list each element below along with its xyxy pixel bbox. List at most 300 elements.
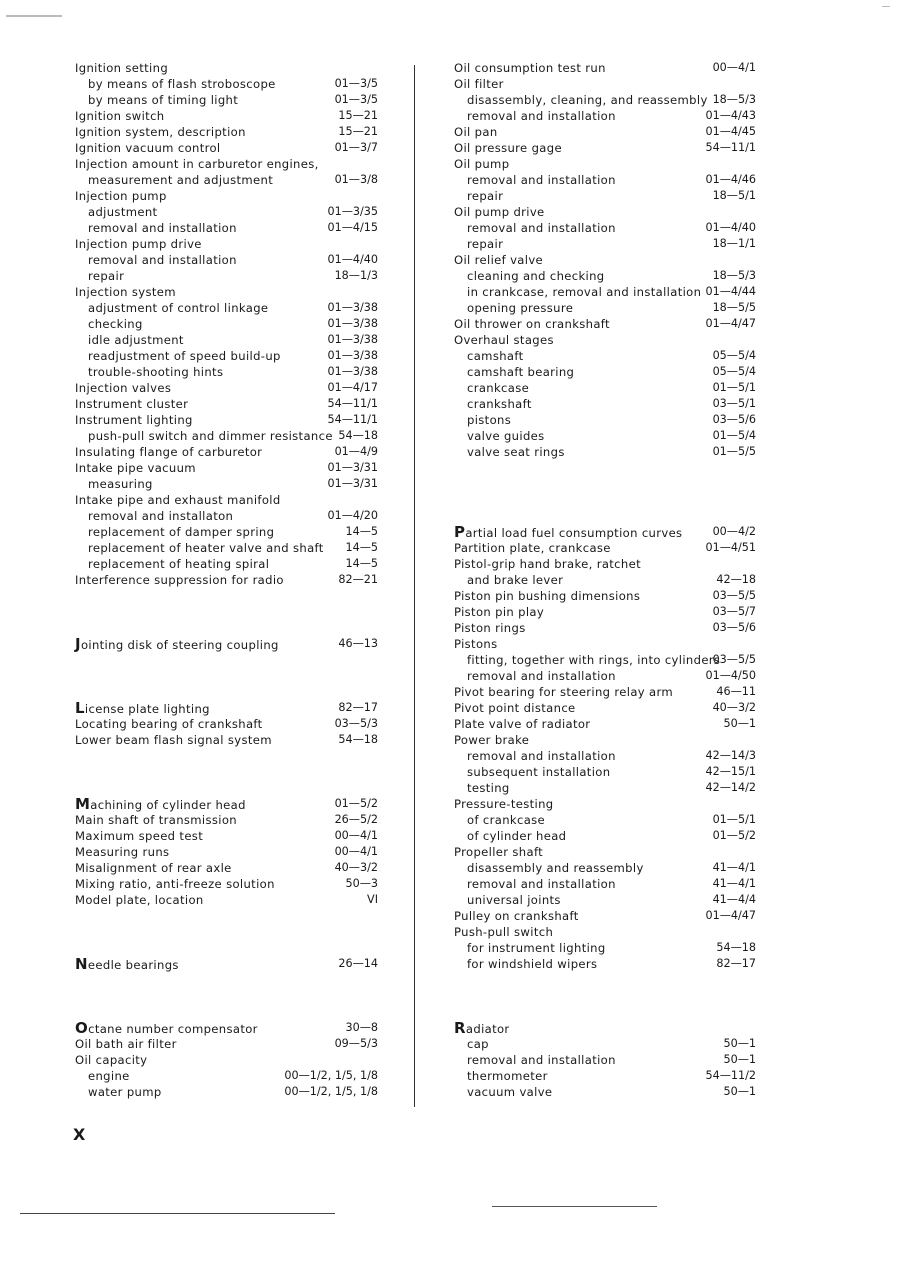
entry-term: Oil capacity: [75, 1053, 148, 1067]
index-entry: [75, 956, 378, 972]
entry-term: readjustment of speed build-up: [88, 349, 281, 363]
entry-term: Oil thrower on crankshaft: [454, 317, 610, 331]
entry-page-ref: 01—3/7: [334, 141, 378, 154]
index-subentry: [454, 652, 756, 668]
index-subentry: [454, 108, 756, 124]
index-subentry: [454, 268, 756, 284]
index-entry: [75, 636, 378, 652]
entry-page-ref: 01—5/2: [712, 829, 756, 842]
entry-page-ref: 01—3/35: [327, 205, 378, 218]
index-entry: [75, 140, 378, 156]
entry-term: removal and installation: [467, 749, 616, 763]
section-gap: [75, 1004, 378, 1020]
index-subentry: [75, 332, 378, 348]
entry-term: Piston pin play: [454, 605, 545, 619]
entry-term: Pistol-grip hand brake, ratchet: [454, 557, 641, 571]
index-subentry: [454, 668, 756, 684]
entry-term: Octane number compensator: [75, 1019, 258, 1037]
entry-page-ref: 01—3/31: [327, 461, 378, 474]
index-entry: [75, 284, 378, 300]
entry-term: by means of flash stroboscope: [88, 77, 276, 91]
index-subentry: [454, 1052, 756, 1068]
entry-page-ref: 00—4/1: [334, 845, 378, 858]
entry-term: Ignition switch: [75, 109, 165, 123]
entry-term: Intake pipe and exhaust manifold: [75, 493, 281, 507]
entry-term: removal and installation: [88, 221, 237, 235]
column-divider: [414, 65, 415, 1107]
index-subentry: [75, 428, 378, 444]
entry-term: repair: [88, 269, 125, 283]
entry-term: for instrument lighting: [467, 941, 606, 955]
entry-term: Injection amount in carburetor engines,: [75, 157, 319, 171]
entry-term: disassembly, cleaning, and reassembly: [467, 93, 708, 107]
index-entry: [75, 412, 378, 428]
page-number: X: [73, 1125, 86, 1144]
entry-term: valve guides: [467, 429, 545, 443]
entry-page-ref: 54—11/1: [327, 397, 378, 410]
entry-page-ref: 42—14/2: [705, 781, 756, 794]
entry-term: opening pressure: [467, 301, 574, 315]
entry-term: adjustment of control linkage: [88, 301, 269, 315]
index-subentry: [454, 412, 756, 428]
entry-page-ref: 14—5: [345, 557, 378, 570]
entry-term: removal and installation: [467, 1053, 616, 1067]
entry-term: Pivot point distance: [454, 701, 576, 715]
entry-term: adjustment: [88, 205, 158, 219]
entry-page-ref: 54—11/1: [327, 413, 378, 426]
index-entry: [454, 556, 756, 572]
entry-page-ref: 09—5/3: [334, 1037, 378, 1050]
entry-term: Ignition setting: [75, 61, 169, 75]
index-subentry: [454, 364, 756, 380]
entry-term: Pivot bearing for steering relay arm: [454, 685, 674, 699]
index-entry: [454, 588, 756, 604]
entry-term: Oil pump: [454, 157, 510, 171]
index-subentry: [454, 284, 756, 300]
index-column-left: [75, 60, 378, 1100]
entry-term: Pressure-testing: [454, 797, 554, 811]
section-gap: [75, 620, 378, 636]
section-gap: [75, 668, 378, 684]
index-subentry: [75, 508, 378, 524]
entry-term: Jointing disk of steering coupling: [75, 635, 279, 653]
index-entry: [454, 60, 756, 76]
index-entry: [454, 620, 756, 636]
entry-term: crankcase: [467, 381, 530, 395]
index-entry: [75, 188, 378, 204]
entry-term: Pulley on crankshaft: [454, 909, 579, 923]
entry-term: thermometer: [467, 1069, 548, 1083]
entry-page-ref: 41—4/1: [712, 861, 756, 874]
entry-term: repair: [467, 237, 504, 251]
index-subentry: [454, 860, 756, 876]
entry-term: fitting, together with rings, into cylinders: [467, 653, 721, 667]
index-subentry: [454, 1068, 756, 1084]
index-entry: [75, 796, 378, 812]
index-subentry: [454, 1036, 756, 1052]
entry-term: removal and installation: [88, 253, 237, 267]
entry-page-ref: 01—4/51: [705, 541, 756, 554]
entry-page-ref: 50—3: [345, 877, 378, 890]
entry-page-ref: 00—4/1: [712, 61, 756, 74]
entry-page-ref: 01—4/40: [327, 253, 378, 266]
section-gap: [454, 1004, 756, 1020]
entry-page-ref: 50—1: [723, 1085, 756, 1098]
index-subentry: [75, 204, 378, 220]
index-subentry: [75, 172, 378, 188]
index-entry: [454, 604, 756, 620]
entry-page-ref: 03—5/6: [712, 621, 756, 634]
index-entry: [75, 860, 378, 876]
index-entry: [75, 108, 378, 124]
section-initial: R: [454, 1019, 466, 1037]
entry-term: removal and installation: [467, 173, 616, 187]
entry-term: of crankcase: [467, 813, 546, 827]
entry-page-ref: 40—3/2: [334, 861, 378, 874]
index-subentry: [454, 828, 756, 844]
entry-term: removal and installaton: [88, 509, 234, 523]
index-entry: [454, 716, 756, 732]
entry-term: Power brake: [454, 733, 530, 747]
entry-page-ref: 82—21: [338, 573, 378, 586]
entry-page-ref: 01—5/4: [712, 429, 756, 442]
index-subentry: [75, 1068, 378, 1084]
section-initial: J: [75, 635, 81, 653]
entry-page-ref: 26—14: [338, 957, 378, 970]
index-subentry: [454, 172, 756, 188]
entry-page-ref: 01—3/8: [334, 173, 378, 186]
entry-term: Piston pin bushing dimensions: [454, 589, 641, 603]
entry-term: Instrument cluster: [75, 397, 189, 411]
index-subentry: [75, 348, 378, 364]
bottom-rule: [492, 1206, 657, 1207]
index-subentry: [454, 220, 756, 236]
entry-term: Lower beam flash signal system: [75, 733, 272, 747]
entry-page-ref: 01—4/47: [705, 317, 756, 330]
entry-page-ref: 01—3/38: [327, 333, 378, 346]
entry-term: camshaft bearing: [467, 365, 575, 379]
entry-term: replacement of damper spring: [88, 525, 275, 539]
index-subentry: [454, 236, 756, 252]
section-initial: M: [75, 795, 91, 813]
index-entry: [75, 236, 378, 252]
index-subentry: [454, 188, 756, 204]
entry-page-ref: 26—5/2: [334, 813, 378, 826]
index-entry: [75, 124, 378, 140]
entry-term: trouble-shooting hints: [88, 365, 224, 379]
entry-page-ref: 01—4/15: [327, 221, 378, 234]
index-entry: [75, 156, 378, 172]
entry-page-ref: 01—4/43: [705, 109, 756, 122]
entry-term: Oil pan: [454, 125, 498, 139]
entry-term: idle adjustment: [88, 333, 184, 347]
index-entry: [75, 380, 378, 396]
entry-page-ref: 40—3/2: [712, 701, 756, 714]
entry-term: Oil consumption test run: [454, 61, 606, 75]
entry-term: Locating bearing of crankshaft: [75, 717, 263, 731]
entry-page-ref: 00—1/2, 1/5, 1/8: [284, 1085, 378, 1098]
entry-page-ref: 01—4/44: [705, 285, 756, 298]
section-initial: N: [75, 955, 88, 973]
index-subentry: [454, 892, 756, 908]
entry-page-ref: 18—5/1: [712, 189, 756, 202]
entry-page-ref: 14—5: [345, 541, 378, 554]
entry-term: Maximum speed test: [75, 829, 204, 843]
index-subentry: [454, 380, 756, 396]
index-subentry: [454, 780, 756, 796]
entry-term: by means of timing light: [88, 93, 239, 107]
section-gap: [454, 972, 756, 988]
index-subentry: [75, 92, 378, 108]
section-gap: [75, 988, 378, 1004]
index-entry: [75, 572, 378, 588]
entry-page-ref: 54—18: [716, 941, 756, 954]
entry-term: Machining of cylinder head: [75, 795, 246, 813]
entry-page-ref: 01—3/5: [334, 77, 378, 90]
section-initial: P: [454, 523, 466, 541]
entry-page-ref: 82—17: [338, 701, 378, 714]
entry-page-ref: 46—11: [716, 685, 756, 698]
section-gap: [75, 764, 378, 780]
index-entry: [454, 700, 756, 716]
entry-term: crankshaft: [467, 397, 532, 411]
entry-page-ref: 03—5/5: [712, 589, 756, 602]
index-entry: [75, 844, 378, 860]
entry-page-ref: 18—5/5: [712, 301, 756, 314]
entry-page-ref: 05—5/4: [712, 349, 756, 362]
index-entry: [454, 1020, 756, 1036]
entry-page-ref: 18—1/3: [334, 269, 378, 282]
entry-page-ref: 01—3/38: [327, 301, 378, 314]
index-entry: [75, 460, 378, 476]
entry-term: Oil pump drive: [454, 205, 545, 219]
section-gap: [75, 908, 378, 924]
entry-term: removal and installation: [467, 669, 616, 683]
index-entry: [454, 796, 756, 812]
index-subentry: [75, 316, 378, 332]
entry-term: subsequent installation: [467, 765, 611, 779]
section-gap: [75, 748, 378, 764]
entry-term: repair: [467, 189, 504, 203]
scan-artifact: [882, 6, 890, 21]
section-gap: [75, 684, 378, 700]
section-gap: [75, 972, 378, 988]
entry-page-ref: 01—4/47: [705, 909, 756, 922]
entry-term: removal and installation: [467, 221, 616, 235]
index-entry: [454, 524, 756, 540]
index-subentry: [75, 268, 378, 284]
section-initial: L: [75, 699, 85, 717]
index-entry: [454, 204, 756, 220]
entry-page-ref: VI: [367, 893, 378, 906]
entry-term: and brake lever: [467, 573, 564, 587]
entry-page-ref: 54—11/2: [705, 1069, 756, 1082]
index-entry: [454, 156, 756, 172]
entry-term: Insulating flange of carburetor: [75, 445, 263, 459]
entry-term: Propeller shaft: [454, 845, 544, 859]
entry-term: checking: [88, 317, 143, 331]
entry-page-ref: 01—3/38: [327, 349, 378, 362]
index-entry: [75, 828, 378, 844]
index-entry: [454, 908, 756, 924]
index-entry: [75, 700, 378, 716]
entry-page-ref: 41—4/1: [712, 877, 756, 890]
entry-term: Misalignment of rear axle: [75, 861, 232, 875]
entry-page-ref: 50—1: [723, 717, 756, 730]
entry-term: replacement of heater valve and shaft: [88, 541, 324, 555]
entry-page-ref: 14—5: [345, 525, 378, 538]
entry-page-ref: 42—15/1: [705, 765, 756, 778]
index-subentry: [75, 220, 378, 236]
index-subentry: [454, 812, 756, 828]
index-entry: [75, 732, 378, 748]
entry-page-ref: 15—21: [338, 125, 378, 138]
section-gap: [75, 604, 378, 620]
entry-page-ref: 01—5/2: [334, 797, 378, 810]
entry-term: Intake pipe vacuum: [75, 461, 196, 475]
section-gap: [454, 476, 756, 492]
entry-page-ref: 82—17: [716, 957, 756, 970]
entry-term: replacement of heating spiral: [88, 557, 270, 571]
index-subentry: [454, 940, 756, 956]
entry-term: pistons: [467, 413, 512, 427]
index-entry: [454, 332, 756, 348]
entry-term: Oil pressure gage: [454, 141, 562, 155]
entry-term: of cylinder head: [467, 829, 567, 843]
entry-term: Injection system: [75, 285, 176, 299]
section-gap: [75, 588, 378, 604]
index-entry: [454, 252, 756, 268]
index-subentry: [454, 300, 756, 316]
entry-page-ref: 01—4/50: [705, 669, 756, 682]
index-subentry: [454, 748, 756, 764]
entry-page-ref: 01—4/40: [705, 221, 756, 234]
entry-page-ref: 01—3/5: [334, 93, 378, 106]
scan-artifact: [6, 15, 62, 17]
entry-term: Needle bearings: [75, 955, 179, 973]
entry-term: Push-pull switch: [454, 925, 554, 939]
entry-term: Mixing ratio, anti-freeze solution: [75, 877, 275, 891]
entry-page-ref: 42—14/3: [705, 749, 756, 762]
entry-page-ref: 18—5/3: [712, 93, 756, 106]
entry-term: engine: [88, 1069, 130, 1083]
index-subentry: [75, 300, 378, 316]
entry-term: Instrument lighting: [75, 413, 193, 427]
entry-term: Measuring runs: [75, 845, 170, 859]
entry-page-ref: 54—11/1: [705, 141, 756, 154]
index-subentry: [75, 556, 378, 572]
entry-term: push-pull switch and dimmer resistance: [88, 429, 333, 443]
entry-term: Ignition vacuum control: [75, 141, 221, 155]
entry-term: cap: [467, 1037, 489, 1051]
entry-page-ref: 54—18: [338, 429, 378, 442]
index-subentry: [454, 876, 756, 892]
entry-term: Plate valve of radiator: [454, 717, 591, 731]
entry-term: Injection valves: [75, 381, 172, 395]
entry-term: cleaning and checking: [467, 269, 605, 283]
entry-page-ref: 01—4/45: [705, 125, 756, 138]
entry-term: disassembly and reassembly: [467, 861, 644, 875]
entry-page-ref: 18—1/1: [712, 237, 756, 250]
index-entry: [454, 316, 756, 332]
entry-term: Overhaul stages: [454, 333, 554, 347]
entry-page-ref: 01—3/31: [327, 477, 378, 490]
entry-page-ref: 54—18: [338, 733, 378, 746]
section-gap: [75, 924, 378, 940]
entry-term: Oil bath air filter: [75, 1037, 177, 1051]
entry-page-ref: 18—5/3: [712, 269, 756, 282]
index-subentry: [454, 348, 756, 364]
entry-term: Interference suppression for radio: [75, 573, 284, 587]
section-gap: [454, 508, 756, 524]
bottom-rule: [20, 1213, 335, 1214]
index-entry: [454, 124, 756, 140]
section-gap: [75, 940, 378, 956]
index-subentry: [75, 1084, 378, 1100]
index-entry: [75, 876, 378, 892]
index-entry: [454, 732, 756, 748]
section-gap: [454, 988, 756, 1004]
entry-term: water pump: [88, 1085, 162, 1099]
entry-term: removal and installation: [467, 109, 616, 123]
entry-term: removal and installation: [467, 877, 616, 891]
section-initial: O: [75, 1019, 89, 1037]
entry-term: Partition plate, crankcase: [454, 541, 611, 555]
index-entry: [454, 924, 756, 940]
index-entry: [454, 76, 756, 92]
entry-term: Partial load fuel consumption curves: [454, 523, 683, 541]
entry-page-ref: 03—5/3: [334, 717, 378, 730]
entry-page-ref: 03—5/6: [712, 413, 756, 426]
entry-term: Injection pump drive: [75, 237, 202, 251]
entry-page-ref: 01—4/46: [705, 173, 756, 186]
index-subentry: [454, 1084, 756, 1100]
entry-term: Radiator: [454, 1019, 510, 1037]
entry-page-ref: 01—5/1: [712, 381, 756, 394]
index-subentry: [75, 524, 378, 540]
entry-page-ref: 01—4/20: [327, 509, 378, 522]
index-subentry: [454, 396, 756, 412]
index-entry: [75, 892, 378, 908]
index-entry: [454, 684, 756, 700]
entry-page-ref: 03—5/1: [712, 397, 756, 410]
entry-page-ref: 01—4/17: [327, 381, 378, 394]
index-subentry: [454, 428, 756, 444]
entry-page-ref: 01—3/38: [327, 365, 378, 378]
section-gap: [75, 652, 378, 668]
entry-term: measurement and adjustment: [88, 173, 274, 187]
entry-term: Piston rings: [454, 621, 526, 635]
index-entry: [75, 1052, 378, 1068]
section-gap: [454, 492, 756, 508]
entry-page-ref: 05—5/4: [712, 365, 756, 378]
index-subentry: [75, 364, 378, 380]
section-gap: [75, 780, 378, 796]
index-entry: [75, 812, 378, 828]
index-subentry: [454, 764, 756, 780]
entry-page-ref: 30—8: [345, 1021, 378, 1034]
index-subentry: [75, 252, 378, 268]
index-subentry: [454, 92, 756, 108]
entry-page-ref: 01—5/1: [712, 813, 756, 826]
index-entry: [75, 716, 378, 732]
index-entry: [75, 396, 378, 412]
entry-page-ref: 03—5/5: [712, 653, 756, 666]
entry-term: universal joints: [467, 893, 561, 907]
entry-page-ref: 46—13: [338, 637, 378, 650]
index-subentry: [454, 956, 756, 972]
entry-page-ref: 50—1: [723, 1037, 756, 1050]
